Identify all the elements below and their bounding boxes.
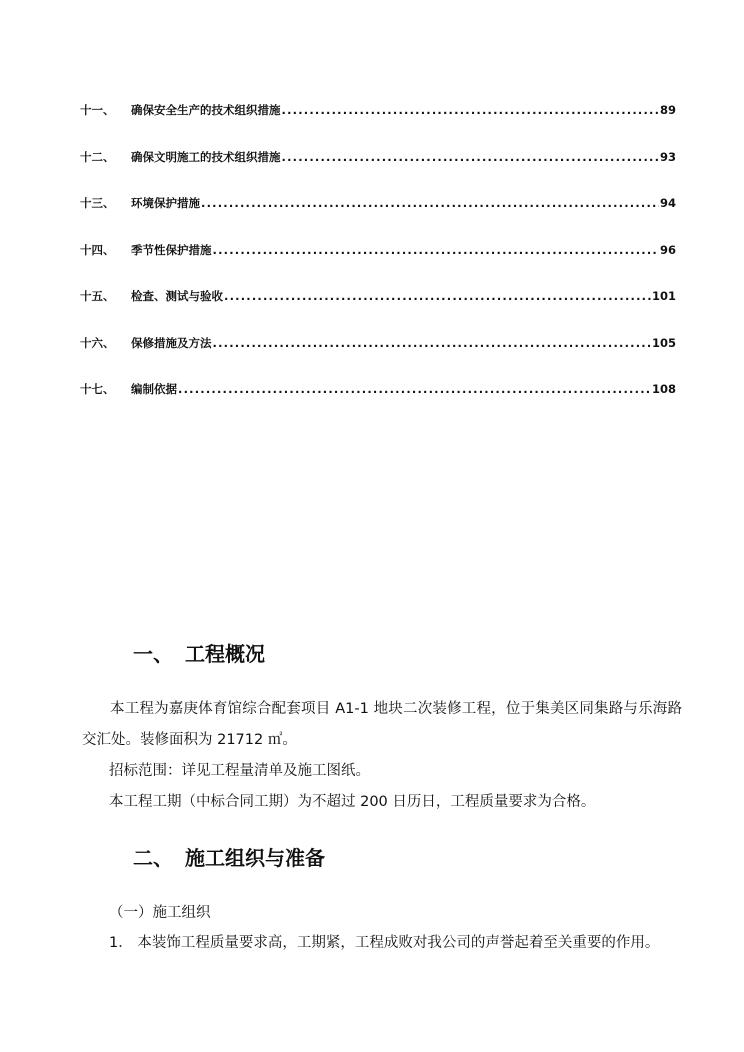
toc-title: 检查、测试与验收 [131, 289, 223, 303]
toc-page-number: 93 [659, 150, 676, 164]
toc-leader-dots [201, 196, 659, 210]
toc-entry[interactable] [80, 195, 676, 213]
toc-leader-dots [178, 382, 651, 396]
toc-title: 季节性保护措施 [131, 243, 212, 257]
toc-leader-dots [224, 289, 651, 303]
toc-entry[interactable] [80, 288, 676, 306]
toc-number: 十一、 [80, 103, 115, 117]
toc-number: 十六、 [80, 336, 115, 350]
section-title: 工程概况 [185, 642, 265, 666]
toc-number: 十二、 [80, 150, 115, 164]
toc-entry[interactable] [80, 149, 676, 167]
toc-entry[interactable] [80, 335, 676, 353]
toc-number: 十五、 [80, 289, 115, 303]
toc-page-number: 108 [651, 382, 676, 396]
toc-number: 十三、 [80, 196, 115, 210]
toc-page-number: 89 [659, 103, 676, 117]
toc-leader-dots [213, 243, 659, 257]
body-paragraph: 本工程工期（中标合同工期）为不超过 200 日历日，工程质量要求为合格。 [109, 794, 596, 810]
toc-leader-dots [282, 103, 659, 117]
toc-title: 编制依据 [131, 382, 177, 396]
section-number: 一、 [133, 642, 173, 666]
subsection-heading: （一）施工组织 [109, 905, 211, 921]
section-number: 二、 [133, 846, 173, 870]
toc-page-number: 94 [659, 196, 676, 210]
toc-entry[interactable] [80, 102, 676, 120]
list-item: 1． 本装饰工程质量要求高，工期紧，工程成败对我公司的声誉起着至关重要的作用。 [109, 935, 660, 951]
toc-title: 确保安全生产的技术组织措施 [131, 103, 281, 117]
toc-page-number: 96 [659, 243, 676, 257]
toc-page-number: 101 [651, 289, 676, 303]
toc-number: 十四、 [80, 243, 115, 257]
toc-title: 确保文明施工的技术组织措施 [131, 150, 281, 164]
section-heading [133, 638, 265, 667]
toc-number: 十七、 [80, 382, 115, 396]
toc-leader-dots [213, 336, 651, 350]
toc-page-number: 105 [651, 336, 676, 350]
section-title: 施工组织与准备 [185, 846, 325, 870]
body-paragraph: 本工程为嘉庚体育馆综合配套项目 A1-1 地块二次装修工程，位于集美区同集路与乐海路交汇处。装修面积为 21712 ㎡。 [82, 701, 682, 748]
toc-title: 保修措施及方法 [131, 336, 212, 350]
toc-entry[interactable] [80, 381, 676, 399]
toc-title: 环境保护措施 [131, 196, 200, 210]
toc-entry[interactable] [80, 242, 676, 260]
body-paragraph: 招标范围：详见工程量清单及施工图纸。 [109, 763, 370, 779]
toc-leader-dots [282, 150, 659, 164]
section-heading [133, 842, 325, 871]
